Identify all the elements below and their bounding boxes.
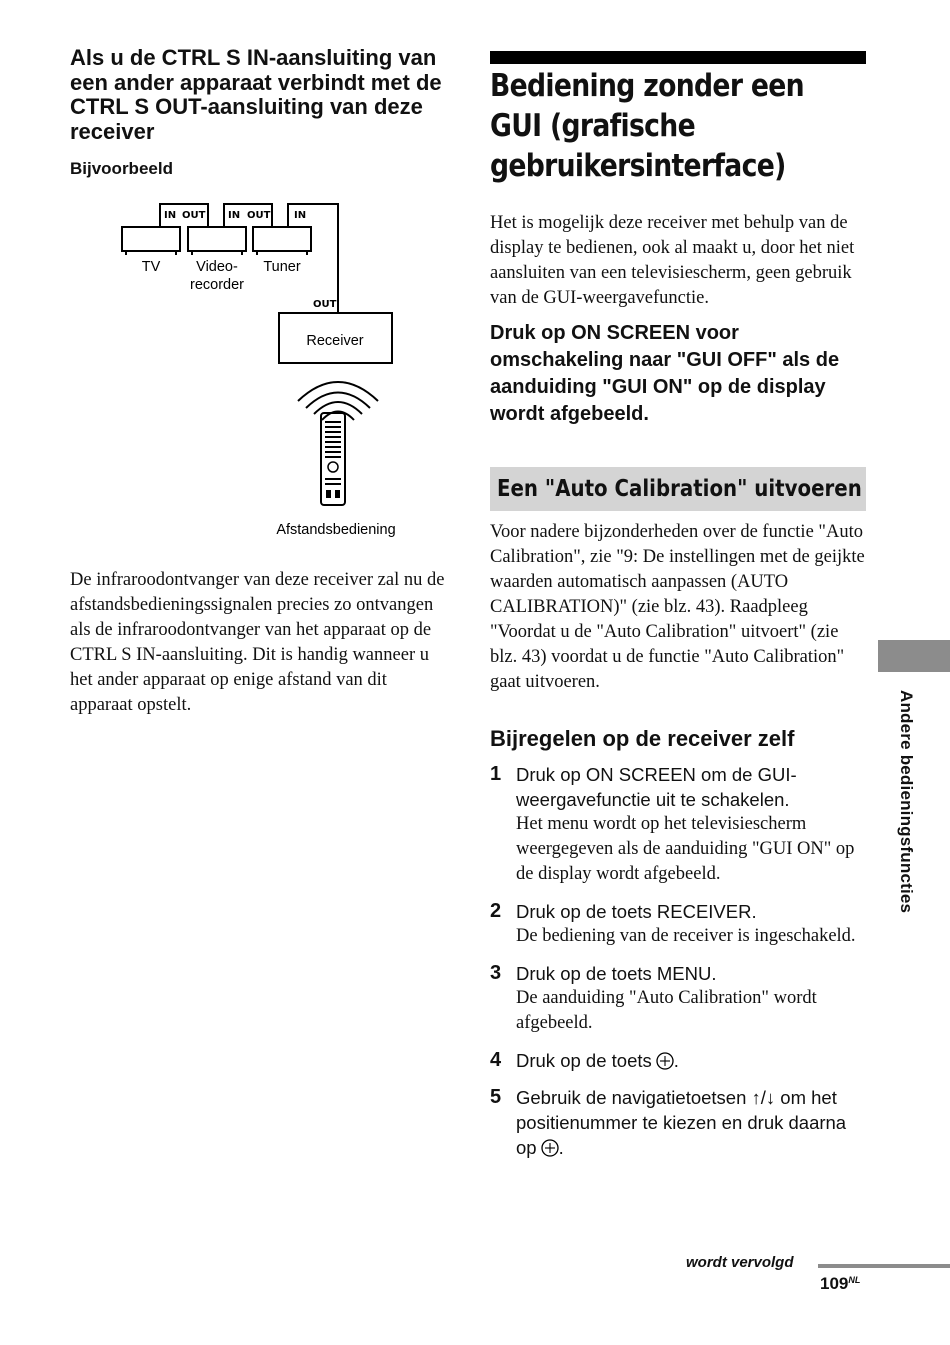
example-label: Bijvoorbeeld xyxy=(70,159,173,178)
video-device-box xyxy=(188,227,246,251)
calibration-body-text: Voor nadere bijzonderheden over de functie "Auto Calibration", zie "9: De instellingen met de geijkte waarden automatisch aanpassen (AUTO CALIBRATION)" (zie blz. 43). Raadpleeg "Voordat u de "Auto Calibration" uitvoert" (zie blz. 43) voordat u de functie "Auto Calibration" gaat uitvoeren. xyxy=(490,522,865,692)
step-detail: De bediening van de receiver is ingeschakeld. xyxy=(516,926,856,946)
tuner-port-in: IN xyxy=(294,210,307,221)
device-label-video-1: Video- xyxy=(196,259,238,275)
step-text-main: Gebruik de navigatietoetsen ↑/↓ om het positienummer te kiezen en druk daarna op xyxy=(516,1087,847,1158)
subsection-title: Een "Auto Calibration" uitvoeren xyxy=(497,476,862,502)
page-title-line-3: gebruikersinterface) xyxy=(490,148,786,184)
tv-port-out: OUT xyxy=(182,210,206,221)
receiver-port-out: OUT xyxy=(313,299,337,310)
chapter-tab-label: Andere bedieningsfuncties xyxy=(897,690,916,914)
step-number: 5 xyxy=(490,1086,502,1108)
page-number xyxy=(820,1274,860,1294)
chapter-tab-marker xyxy=(878,640,950,672)
step-item xyxy=(490,1085,870,1160)
device-label-tuner: Tuner xyxy=(263,259,301,275)
step-item xyxy=(490,762,870,887)
intro-text: Het is mogelijk deze receiver met behulp van de display te bedienen, ook al maakt u, door het niet aansluiten van een televisiescherm, geen gebruik van de GUI-weergavefunctie. xyxy=(490,213,855,308)
device-label-tv: TV xyxy=(141,259,161,275)
remote-buttons xyxy=(325,421,341,498)
receiver-label: Receiver xyxy=(306,333,364,349)
step-list xyxy=(490,762,870,1172)
video-port-in: IN xyxy=(228,210,241,221)
connection-diagram xyxy=(110,195,430,545)
remote-label: Afstandsbediening xyxy=(276,522,396,538)
enter-button-icon xyxy=(541,1139,559,1157)
page-title-line-1: Bediening zonder een xyxy=(490,68,804,104)
page-number-suffix: NL xyxy=(848,1275,861,1285)
step-text: Druk op de toets MENU. xyxy=(516,963,717,984)
step-detail: De aanduiding "Auto Calibration" wordt afgebeeld. xyxy=(516,988,817,1033)
step-text-end: . xyxy=(673,1050,679,1071)
step-text-end: . xyxy=(558,1137,564,1158)
step-number: 1 xyxy=(490,763,502,785)
step-item xyxy=(490,1048,870,1073)
page-number-value: 109 xyxy=(820,1274,849,1293)
step-text: Druk op ON SCREEN om de GUI-weergavefunctie uit te schakelen. xyxy=(516,764,797,810)
step-number: 3 xyxy=(490,962,502,984)
step-text: Druk op de toets RECEIVER. xyxy=(516,901,757,922)
step-item xyxy=(490,899,870,949)
step-number: 2 xyxy=(490,900,502,922)
device-label-video-2: recorder xyxy=(190,277,244,293)
section-heading-ctrl-s: Als u de CTRL S IN-aansluiting van een ander apparaat verbindt met de CTRL S OUT-aansluiting van deze receiver xyxy=(70,45,442,144)
step-text-main: Druk op de toets xyxy=(516,1050,652,1071)
enter-button-icon xyxy=(656,1052,674,1070)
continued-note: wordt vervolgd xyxy=(686,1254,794,1271)
tv-device-box xyxy=(122,227,180,251)
step-text xyxy=(516,1048,870,1073)
video-port-out: OUT xyxy=(247,210,271,221)
step-number: 4 xyxy=(490,1049,502,1071)
title-rule xyxy=(490,51,866,64)
left-body-text: De infraroodontvanger van deze receiver zal nu de afstandsbedieningssignalen precies zo ontvangen als de infraroodontvanger van het apparaat op de CTRL S IN-aansluiting. Dit is handig wanneer u het ander apparaat op enige afstand van dit apparaat opstelt. xyxy=(70,570,445,715)
tuner-device-box xyxy=(253,227,311,251)
page-title xyxy=(490,66,817,186)
instruction-text: Druk op ON SCREEN voor omschakeling naar "GUI OFF" als de aanduiding "GUI ON" op de display wordt afgebeeld. xyxy=(490,322,840,425)
page-title-line-2: GUI (grafische xyxy=(490,108,695,144)
continued-rule xyxy=(818,1264,950,1268)
tv-port-in: IN xyxy=(164,210,177,221)
step-text xyxy=(516,1085,870,1160)
step-item xyxy=(490,961,870,1036)
adjust-heading: Bijregelen op de receiver zelf xyxy=(490,726,795,751)
step-detail: Het menu wordt op het televisiescherm weergegeven als de aanduiding "GUI ON" op de display wordt afgebeeld. xyxy=(516,814,855,884)
